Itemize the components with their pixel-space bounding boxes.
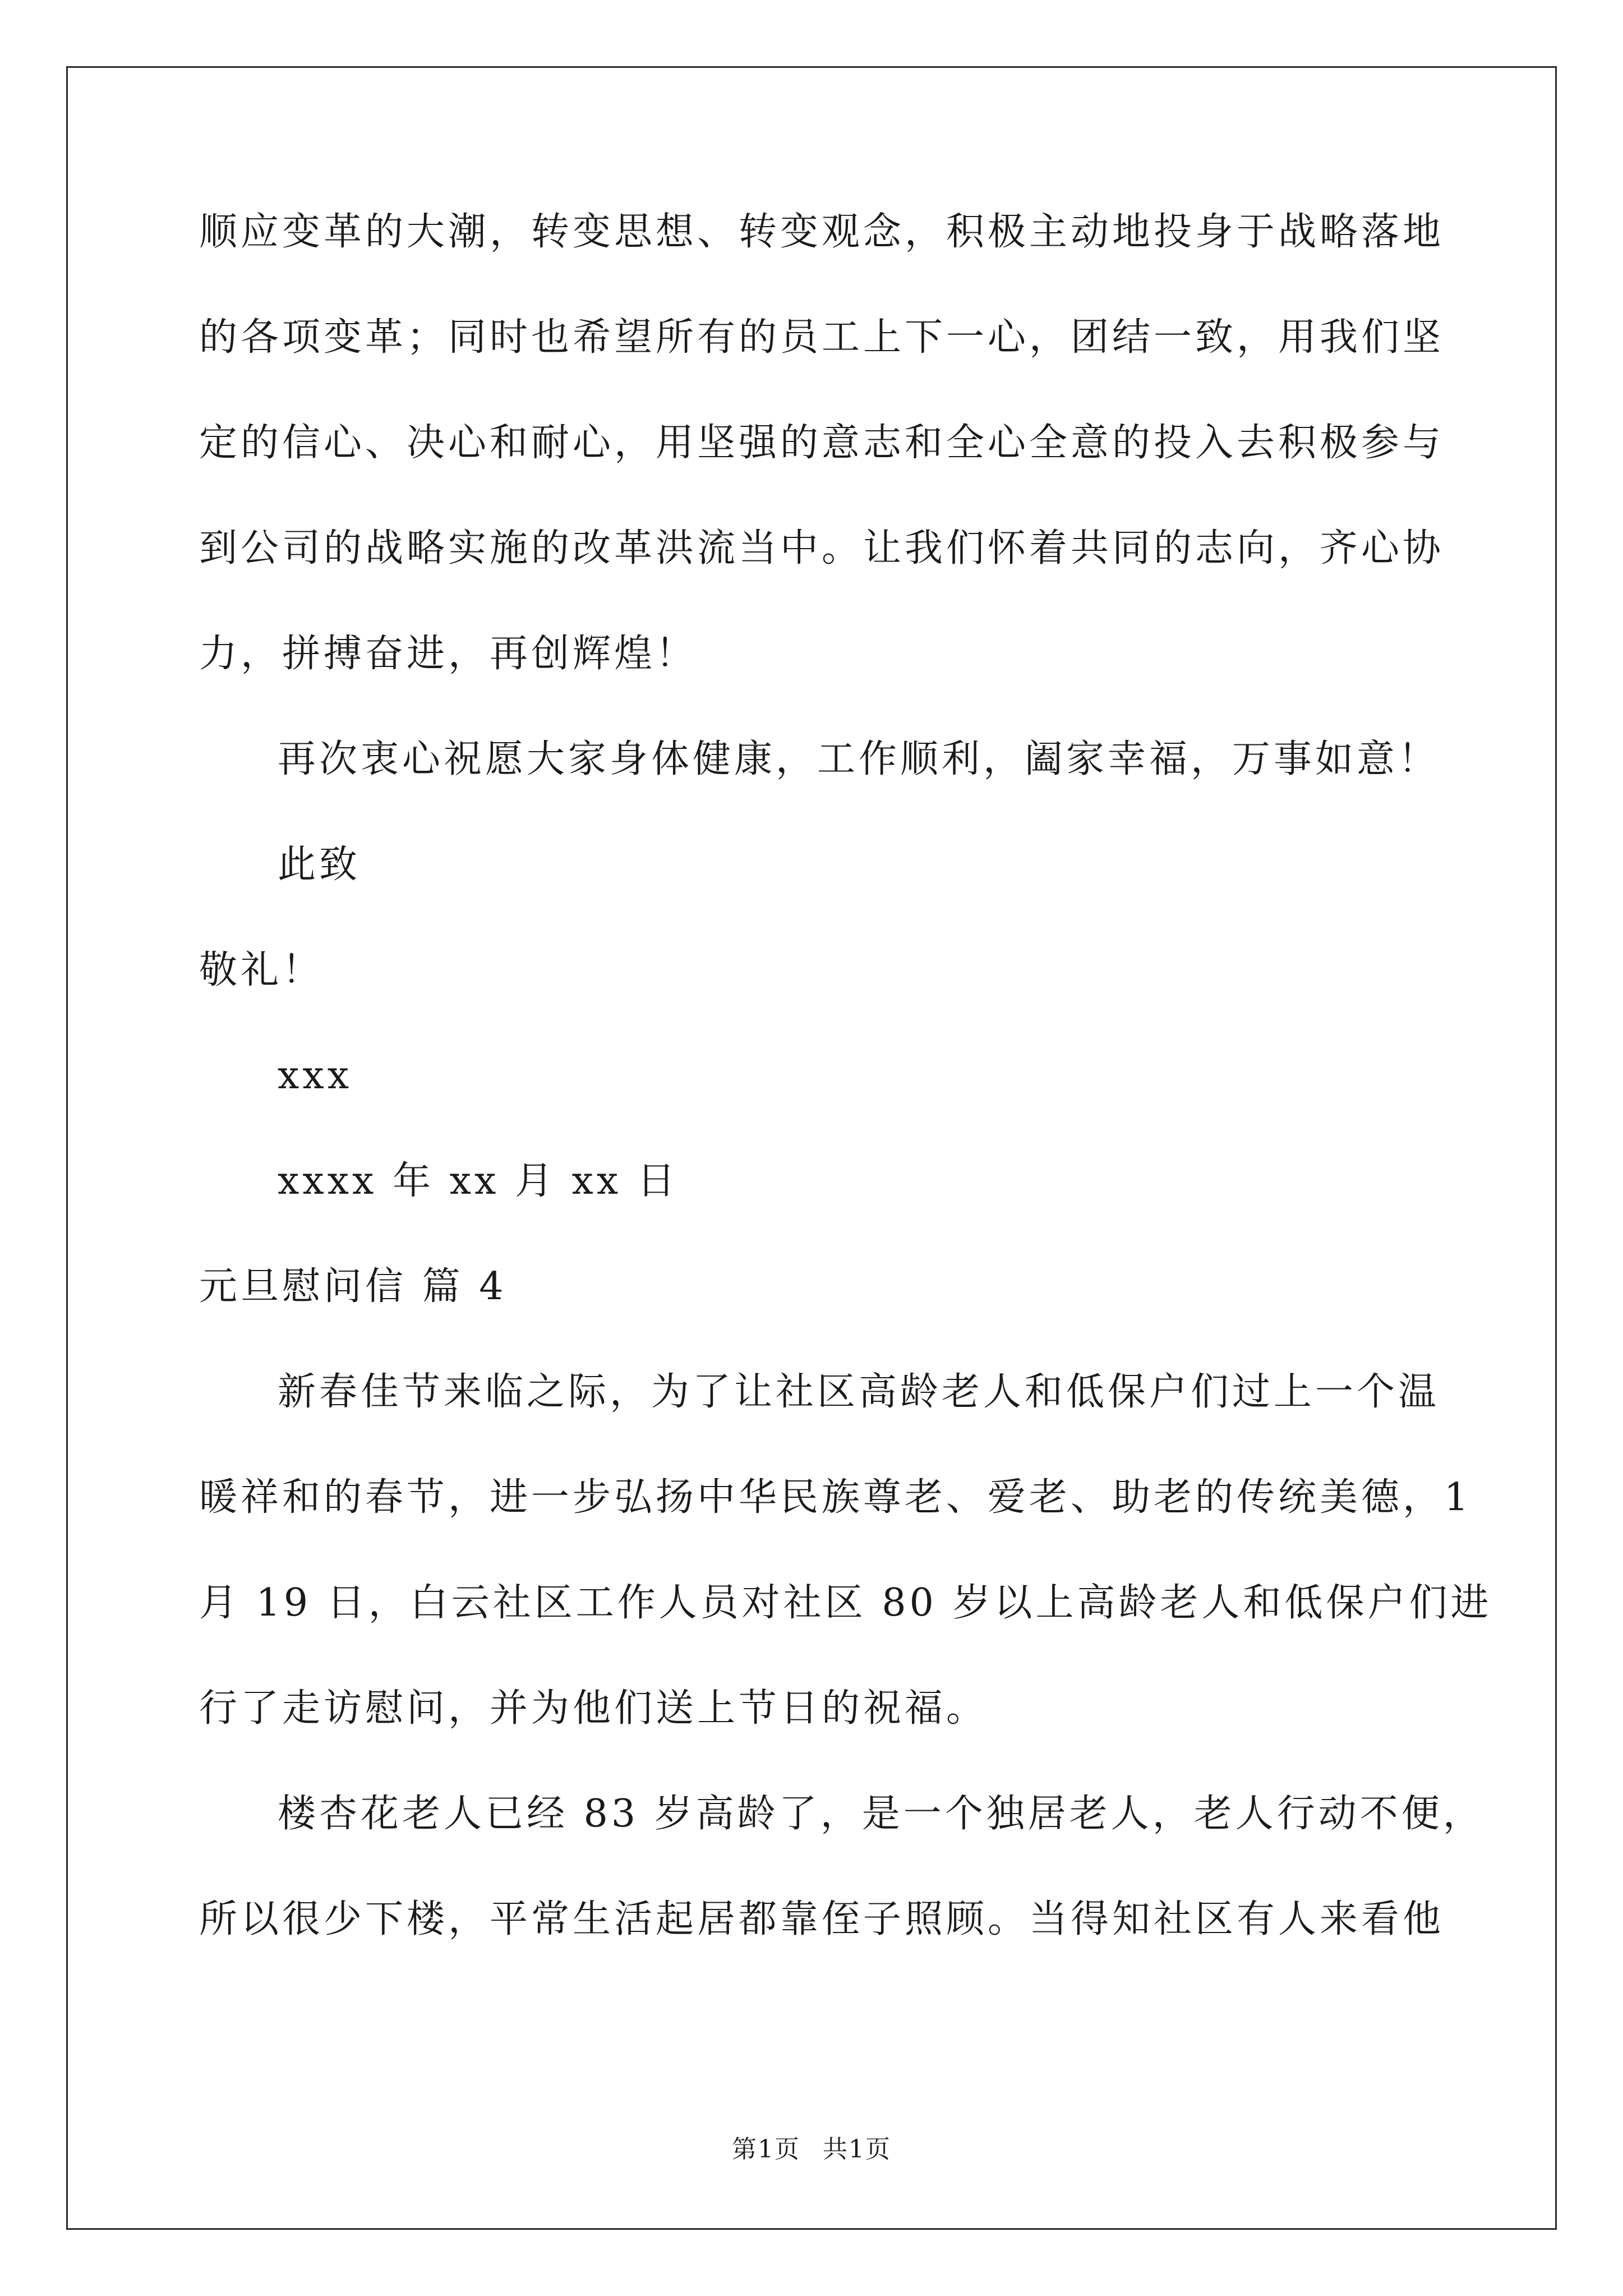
paragraph-line: 顺应变革的大潮，转变思想、转变观念，积极主动地投身于战略落地 (199, 210, 1445, 254)
date-line: xxxx 年 xx 月 xx 日 (278, 1159, 679, 1203)
paragraph-line: 暖祥和的春节，进一步弘扬中华民族尊老、爱老、助老的传统美德，1 (199, 1475, 1472, 1520)
paragraph-line: 到公司的战略实施的改革洪流当中。让我们怀着共同的志向，齐心协 (199, 526, 1445, 570)
paragraph-line: 定的信心、决心和耐心，用坚强的意志和全心全意的投入去积极参与 (199, 421, 1445, 465)
blessing-line: 再次衷心祝愿大家身体健康，工作顺利，阖家幸福，万事如意！ (278, 737, 1440, 781)
paragraph-line: 力，拼搏奋进，再创辉煌！ (199, 632, 698, 676)
paragraph-line: 所以很少下楼，平常生活起居都靠侄子照顾。当得知社区有人来看他 (199, 1897, 1445, 1941)
paragraph-line: 的各项变革；同时也希望所有的员工上下一心，团结一致，用我们坚 (199, 315, 1445, 360)
paragraph-line: 行了走访慰问，并为他们送上节日的祝福。 (199, 1686, 988, 1731)
page-footer (0, 2129, 1623, 2165)
page-number: 第1页 (732, 2135, 800, 2164)
paragraph-line: 新春佳节来临之际，为了让社区高龄老人和低保户们过上一个温 (278, 1370, 1440, 1414)
page-total: 共1页 (823, 2135, 891, 2164)
paragraph-line: 月 19 日，白云社区工作人员对社区 80 岁以上高龄老人和低保户们进 (199, 1581, 1492, 1625)
paragraph-line: 楼杏花老人已经 83 岁高龄了，是一个独居老人，老人行动不便， (278, 1792, 1484, 1836)
signature: xxx (278, 1053, 353, 1098)
closing-salutation: 此致 (278, 843, 361, 887)
closing-regards: 敬礼！ (199, 948, 324, 992)
section-heading: 元旦慰问信 篇 4 (199, 1264, 507, 1309)
